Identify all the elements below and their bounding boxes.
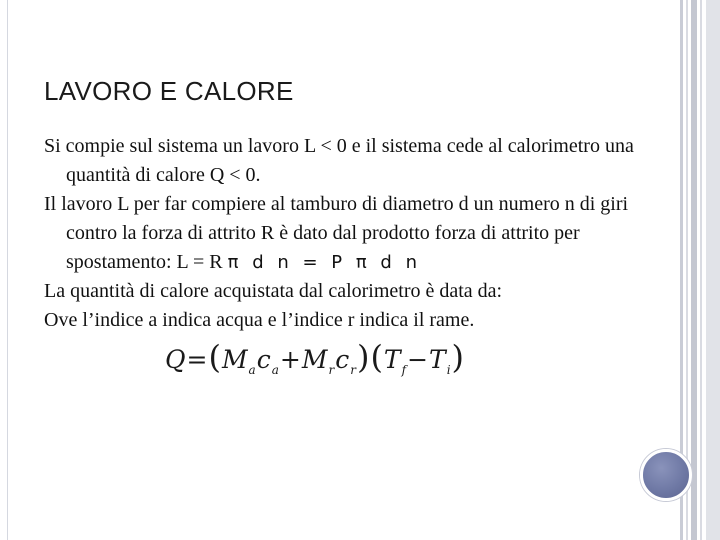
formula-sub-a2: a <box>271 363 280 377</box>
side-bar-4 <box>700 0 702 540</box>
formula-T1: T <box>383 345 402 374</box>
formula-minus: − <box>407 345 430 374</box>
formula-Q: Q <box>165 345 187 374</box>
formula-equals: = <box>186 345 209 374</box>
formula-sub-r1: r <box>328 363 336 377</box>
side-bar-5 <box>706 0 720 540</box>
heat-formula <box>165 338 465 377</box>
work-formula-text: π d n = P π d n <box>227 252 421 273</box>
formula-T2: T <box>429 345 447 374</box>
paragraph-heat-intro: La quantità di calore acquistata dal calorimetro è data da: <box>44 280 503 302</box>
formula-cr: c <box>335 345 351 374</box>
formula-sub-a1: a <box>248 363 257 377</box>
formula-rparen-2: ) <box>451 338 466 376</box>
formula-lparen-1: ( <box>208 338 222 376</box>
slide-body <box>44 132 634 335</box>
formula-ca: c <box>256 345 272 374</box>
formula-rparen-1: ) <box>356 338 371 376</box>
slide-title: LAVORO E CALORE <box>44 76 294 106</box>
formula-sub-i: i <box>446 363 452 377</box>
formula-Mr: M <box>301 345 329 374</box>
paragraph-work-negative: Si compie sul sistema un lavoro L < 0 e il sistema cede al calorimetro una quantità di calore Q < 0. <box>44 135 634 186</box>
formula-Ma: M <box>221 345 249 374</box>
paragraph-work-definition <box>44 190 634 277</box>
side-bar-3 <box>691 0 697 540</box>
work-definition-text: Il lavoro L per far compiere al tamburo di diametro d un numero n di giri contro la forza di attrito R è dato dal prodotto forza di attrito per spostamento: L = R <box>44 193 629 273</box>
decorative-circle <box>640 449 692 501</box>
formula-lparen-2: ( <box>370 338 384 376</box>
formula-sub-r2: r <box>350 363 357 377</box>
formula-sub-f: f <box>401 363 408 377</box>
paragraph-index-note: Ove l’indice a indica acqua e l’indice r indica il rame. <box>44 309 475 331</box>
formula-plus: + <box>279 345 302 374</box>
